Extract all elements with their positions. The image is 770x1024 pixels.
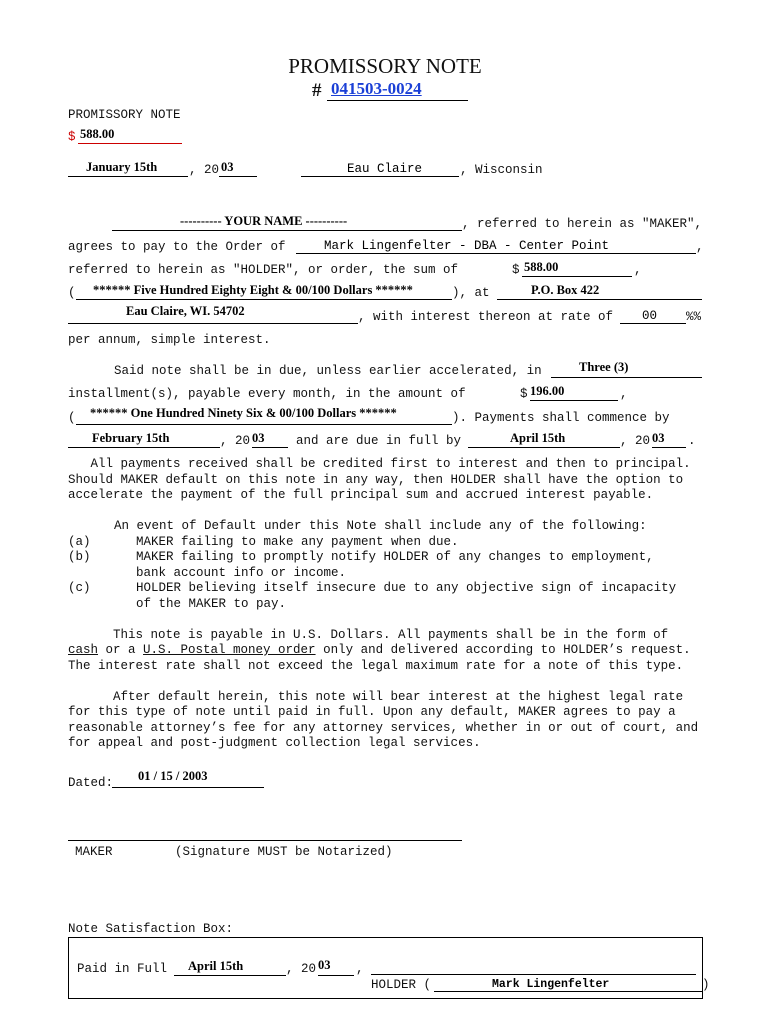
page-title: PROMISSORY NOTE <box>288 54 482 78</box>
note-number-field[interactable] <box>327 79 468 101</box>
start-year-field[interactable] <box>252 432 288 448</box>
address2: Eau Claire, WI. 54702 <box>126 304 245 318</box>
payable-line-3: The interest rate shall not exceed the legal maximum rate for a note of this type. <box>68 659 684 673</box>
year-field[interactable] <box>219 161 257 177</box>
address2-field[interactable] <box>68 304 358 324</box>
start-date-field[interactable] <box>68 432 220 448</box>
holder-signature-name: Mark Lingenfelter <box>492 978 610 991</box>
maker-name-field[interactable] <box>112 215 462 231</box>
dated-field[interactable] <box>112 769 264 788</box>
due-full-text: and are due in full by <box>296 434 462 448</box>
start-date: February 15th <box>92 431 170 445</box>
holder-signature-line[interactable] <box>371 974 696 975</box>
end-period: . <box>688 434 696 448</box>
credit-line-3: accelerate the payment of the full principal sum and accrued interest payable. <box>68 488 654 502</box>
percent-sign: %% <box>686 310 702 324</box>
installment-words: ****** One Hundred Ninety Six & 00/100 Dollars ****** <box>90 406 397 420</box>
rate-value: 00 <box>642 309 658 323</box>
installment-comma: , <box>620 387 628 401</box>
paid-year-prefix: , 20 <box>286 962 317 976</box>
end-year-field[interactable] <box>652 432 686 448</box>
default-b-text-2: bank account info or income. <box>136 566 347 580</box>
paid-date-field[interactable] <box>174 960 286 976</box>
satisfaction-label: Note Satisfaction Box: <box>68 922 234 936</box>
sum-currency: $ <box>512 263 520 277</box>
start-year-prefix: , 20 <box>220 434 251 448</box>
sum-comma: , <box>634 263 642 277</box>
after-default-line-3: reasonable attorney’s fee for any attorney services, whether in or out of court, and <box>68 721 699 735</box>
holder-prefix: agrees to pay to the Order of <box>68 240 286 254</box>
amount-words: ****** Five Hundred Eighty Eight & 00/100 Dollars ****** <box>93 283 413 297</box>
payable-line-2 <box>68 643 691 657</box>
holder-comma: , <box>696 240 704 254</box>
payable-rest: only and delivered according to HOLDER’s request. <box>315 643 691 657</box>
paid-comma: , <box>356 962 364 976</box>
start-year: 03 <box>252 431 265 445</box>
credit-line-2: Should MAKER default on this note in any way, then HOLDER shall have the option to <box>68 473 684 487</box>
amount-top-field[interactable] <box>78 128 182 144</box>
state-label: , Wisconsin <box>460 163 543 177</box>
address1-field[interactable] <box>497 284 702 300</box>
year-value: 03 <box>221 160 234 174</box>
due-text: Said note shall be in due, unless earlier accelerated, in <box>114 364 542 378</box>
default-a-label: (a) <box>68 535 91 549</box>
iwords-open: ( <box>68 411 76 425</box>
date-field[interactable] <box>68 161 188 177</box>
installment-currency: $ <box>520 387 528 401</box>
sum-amount: 588.00 <box>524 260 559 274</box>
year-prefix: 20 <box>204 163 220 177</box>
default-c-text-2: of the MAKER to pay. <box>136 597 287 611</box>
date-sep: , <box>189 163 197 177</box>
signature-line[interactable] <box>68 840 462 841</box>
holder-field[interactable] <box>296 238 696 254</box>
postal-term: U.S. Postal money order <box>143 643 316 657</box>
subtitle: PROMISSORY NOTE <box>68 108 181 122</box>
city-field[interactable] <box>301 161 459 177</box>
paid-year: 03 <box>318 958 331 972</box>
per-annum: per annum, simple interest. <box>68 333 271 347</box>
words-open: ( <box>68 286 76 300</box>
default-c-label: (c) <box>68 581 91 595</box>
paid-date: April 15th <box>188 959 244 973</box>
sum-field[interactable] <box>522 261 632 277</box>
address1: P.O. Box 422 <box>531 283 600 297</box>
after-default-line-4: for appeal and post-judgment collection legal services. <box>68 736 481 750</box>
default-b-label: (b) <box>68 550 91 564</box>
holder-label: HOLDER ( <box>371 978 432 992</box>
installments-value: Three (3) <box>579 360 629 374</box>
holder-close: ) <box>702 978 710 992</box>
installment-amount-field[interactable] <box>530 385 618 401</box>
installment-text: installment(s), payable every month, in the amount of <box>68 387 466 401</box>
installments-field[interactable] <box>551 362 702 378</box>
holder-name-field[interactable] <box>434 976 702 992</box>
words-field[interactable] <box>76 284 452 300</box>
default-b-text-1: MAKER failing to promptly notify HOLDER of any changes to employment, <box>136 550 654 564</box>
installment-amount: 196.00 <box>530 384 565 398</box>
dated-label: Dated: <box>68 776 114 790</box>
interest-text: , with interest thereon at rate of <box>358 310 614 324</box>
paid-label: Paid in Full <box>77 962 168 976</box>
after-default-line-2: for this type of note until paid in full. Upon any default, MAKER agrees to pay a <box>68 705 676 719</box>
rate-field[interactable] <box>620 308 686 324</box>
signature-note: (Signature MUST be Notarized) <box>175 845 393 859</box>
city-value: Eau Claire <box>347 162 423 176</box>
dated-value: 01 / 15 / 2003 <box>138 769 208 783</box>
default-a-text: MAKER failing to make any payment when due. <box>136 535 459 549</box>
maker-suffix: , referred to herein as "MAKER", <box>462 217 703 231</box>
end-year-prefix: , 20 <box>620 434 651 448</box>
note-number: 041503-0024 <box>331 79 422 98</box>
currency-symbol: $ <box>68 130 76 144</box>
end-date: April 15th <box>510 431 566 445</box>
iwords-close: ). Payments shall commence by <box>452 411 670 425</box>
iwords-field[interactable] <box>76 406 452 425</box>
cash-term: cash <box>68 643 99 657</box>
date-value: January 15th <box>86 160 158 174</box>
default-intro: An event of Default under this Note shall include any of the following: <box>114 519 647 533</box>
end-year: 03 <box>652 431 665 445</box>
payable-line-1: This note is payable in U.S. Dollars. All payments shall be in the form of <box>68 628 669 642</box>
words-close: ), at <box>452 286 490 300</box>
paid-year-field[interactable] <box>318 960 354 976</box>
maker-label: MAKER <box>75 845 113 859</box>
amount-top: 588.00 <box>80 127 115 141</box>
maker-name: ---------- YOUR NAME ---------- <box>180 214 348 228</box>
credit-line-1: All payments received shall be credited first to interest and then to principal. <box>68 457 691 471</box>
after-default-line-1: After default herein, this note will bear interest at the highest legal rate <box>68 690 684 704</box>
note-number-prefix: # <box>312 80 322 101</box>
default-c-text-1: HOLDER believing itself insecure due to any objective sign of incapacity <box>136 581 677 595</box>
holder-name: Mark Lingenfelter - DBA - Center Point <box>324 239 610 253</box>
end-date-field[interactable] <box>468 432 620 448</box>
sum-text: referred to herein as "HOLDER", or order, the sum of <box>68 263 459 277</box>
or-a: or a <box>98 643 144 657</box>
